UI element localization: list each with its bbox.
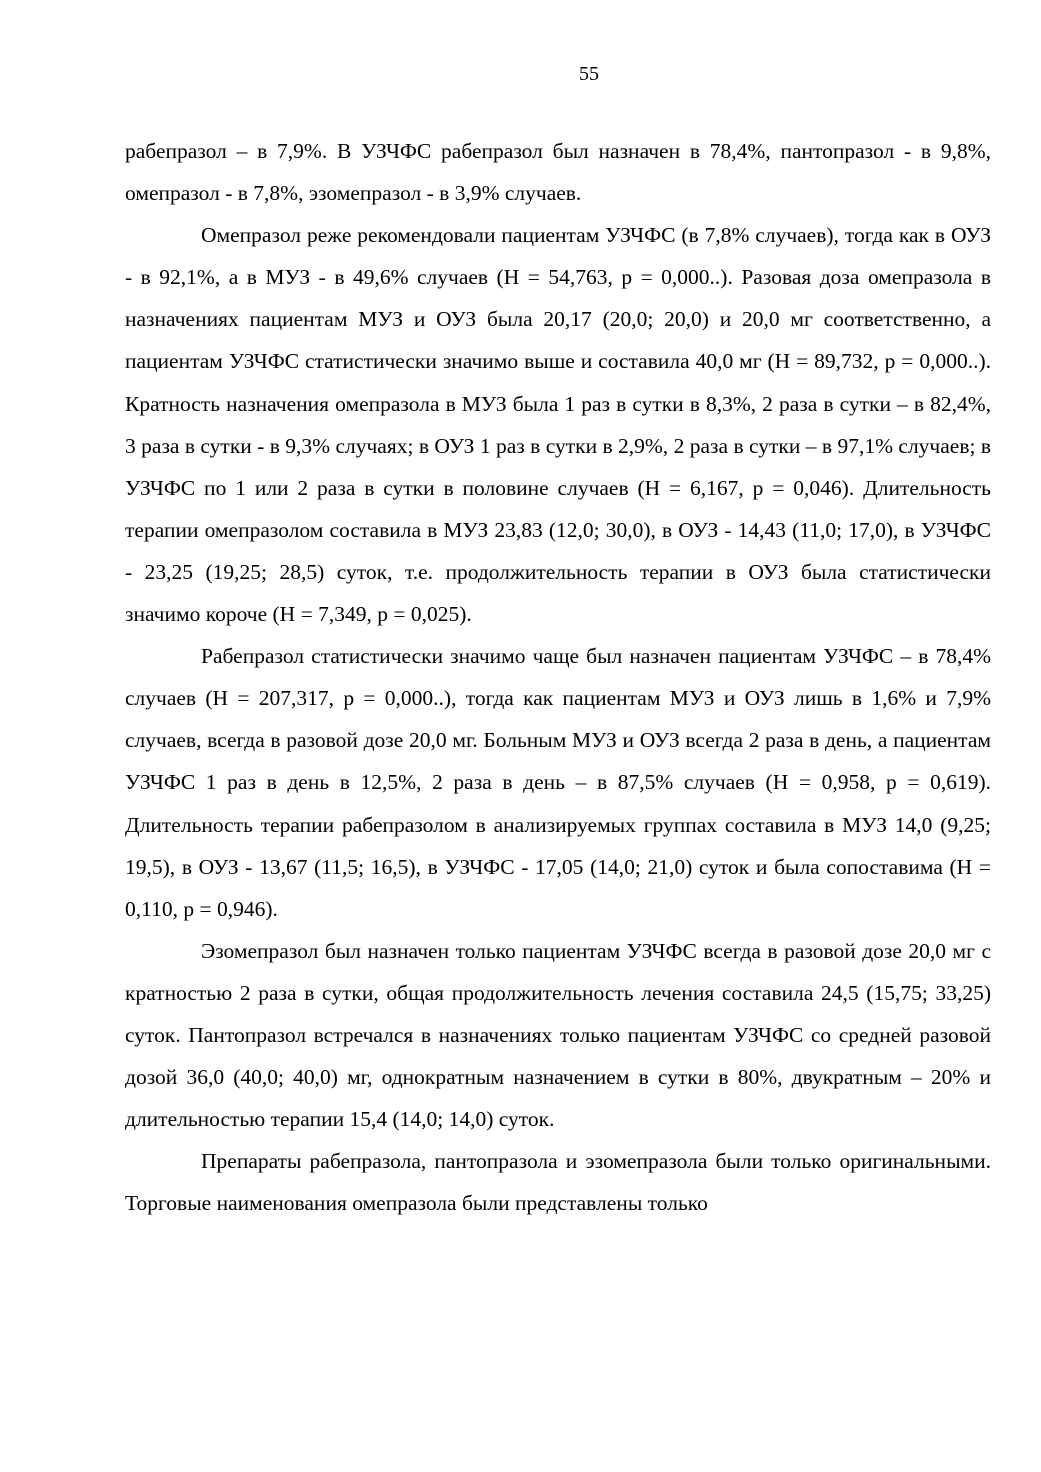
body-text — [125, 130, 991, 1224]
paragraph-rabeprazole: Рабепразол статистически значимо чаще был назначен пациентам УЗЧФС – в 78,4% случаев (Н = 207,317, p = 0,000..), тогда как пациентам МУЗ и ОУЗ лишь в 1,6% и 7,9% случаев, всегда в разовой дозе 20,0 мг. Больным МУЗ и ОУЗ всегда 2 раза в день, а пациентам УЗЧФС 1 раз в день в 12,5%, 2 раза в день – в 87,5% случаев (Н = 0,958, p = 0,619). Длительность терапии рабепразолом в анализируемых группах составила в МУЗ 14,0 (9,25; 19,5), в ОУЗ - 13,67 (11,5; 16,5), в УЗЧФС - 17,05 (14,0; 21,0) суток и была сопоставима (Н = 0,110, p = 0,946). — [125, 644, 991, 921]
paragraph-continued: рабепразол – в 7,9%. В УЗЧФС рабепразол был назначен в 78,4%, пантопразол - в 9,8%, омепразол - в 7,8%, эзомепразол - в 3,9% случаев. — [125, 139, 991, 206]
page-number: 55 — [579, 63, 599, 85]
paragraph-omeprazole: Омепразол реже рекомендовали пациентам УЗЧФС (в 7,8% случаев), тогда как в ОУЗ - в 92,1%, а в МУЗ - в 49,6% случаев (Н = 54,763, p = 0,000..). Разовая доза омепразола в назначениях пациентам МУЗ и ОУЗ была 20,17 (20,0; 20,0) и 20,0 мг соответственно, а пациентам УЗЧФС статистически значимо выше и составила 40,0 мг (Н = 89,732, p = 0,000..). Кратность назначения омепразола в МУЗ была 1 раз в сутки в 8,3%, 2 раза в сутки – в 82,4%, 3 раза в сутки - в 9,3% случаях; в ОУЗ 1 раз в сутки в 2,9%, 2 раза в сутки – в 97,1% случаев; в УЗЧФС по 1 или 2 раза в сутки в половине случаев (Н = 6,167, p = 0,046). Длительность терапии омепразолом составила в МУЗ 23,83 (12,0; 30,0), в ОУЗ - 14,43 (11,0; 17,0), в УЗЧФС - 23,25 (19,25; 28,5) суток, т.е. продолжительность терапии в ОУЗ была статистически значимо короче (Н = 7,349, p = 0,025). — [125, 223, 991, 627]
paragraph-original-drugs: Препараты рабепразола, пантопразола и эзомепразола были только оригинальными. Торговые наименования омепразола были представлены только — [125, 1149, 991, 1216]
paragraph-esomeprazole-pantoprazole: Эзомепразол был назначен только пациентам УЗЧФС всегда в разовой дозе 20,0 мг с кратностью 2 раза в сутки, общая продолжительность лечения составила 24,5 (15,75; 33,25) суток. Пантопразол встречался в назначениях только пациентам УЗЧФС со средней разовой дозой 36,0 (40,0; 40,0) мг, однократным назначением в сутки в 80%, двукратным – 20% и длительностью терапии 15,4 (14,0; 14,0) суток. — [125, 938, 991, 1132]
